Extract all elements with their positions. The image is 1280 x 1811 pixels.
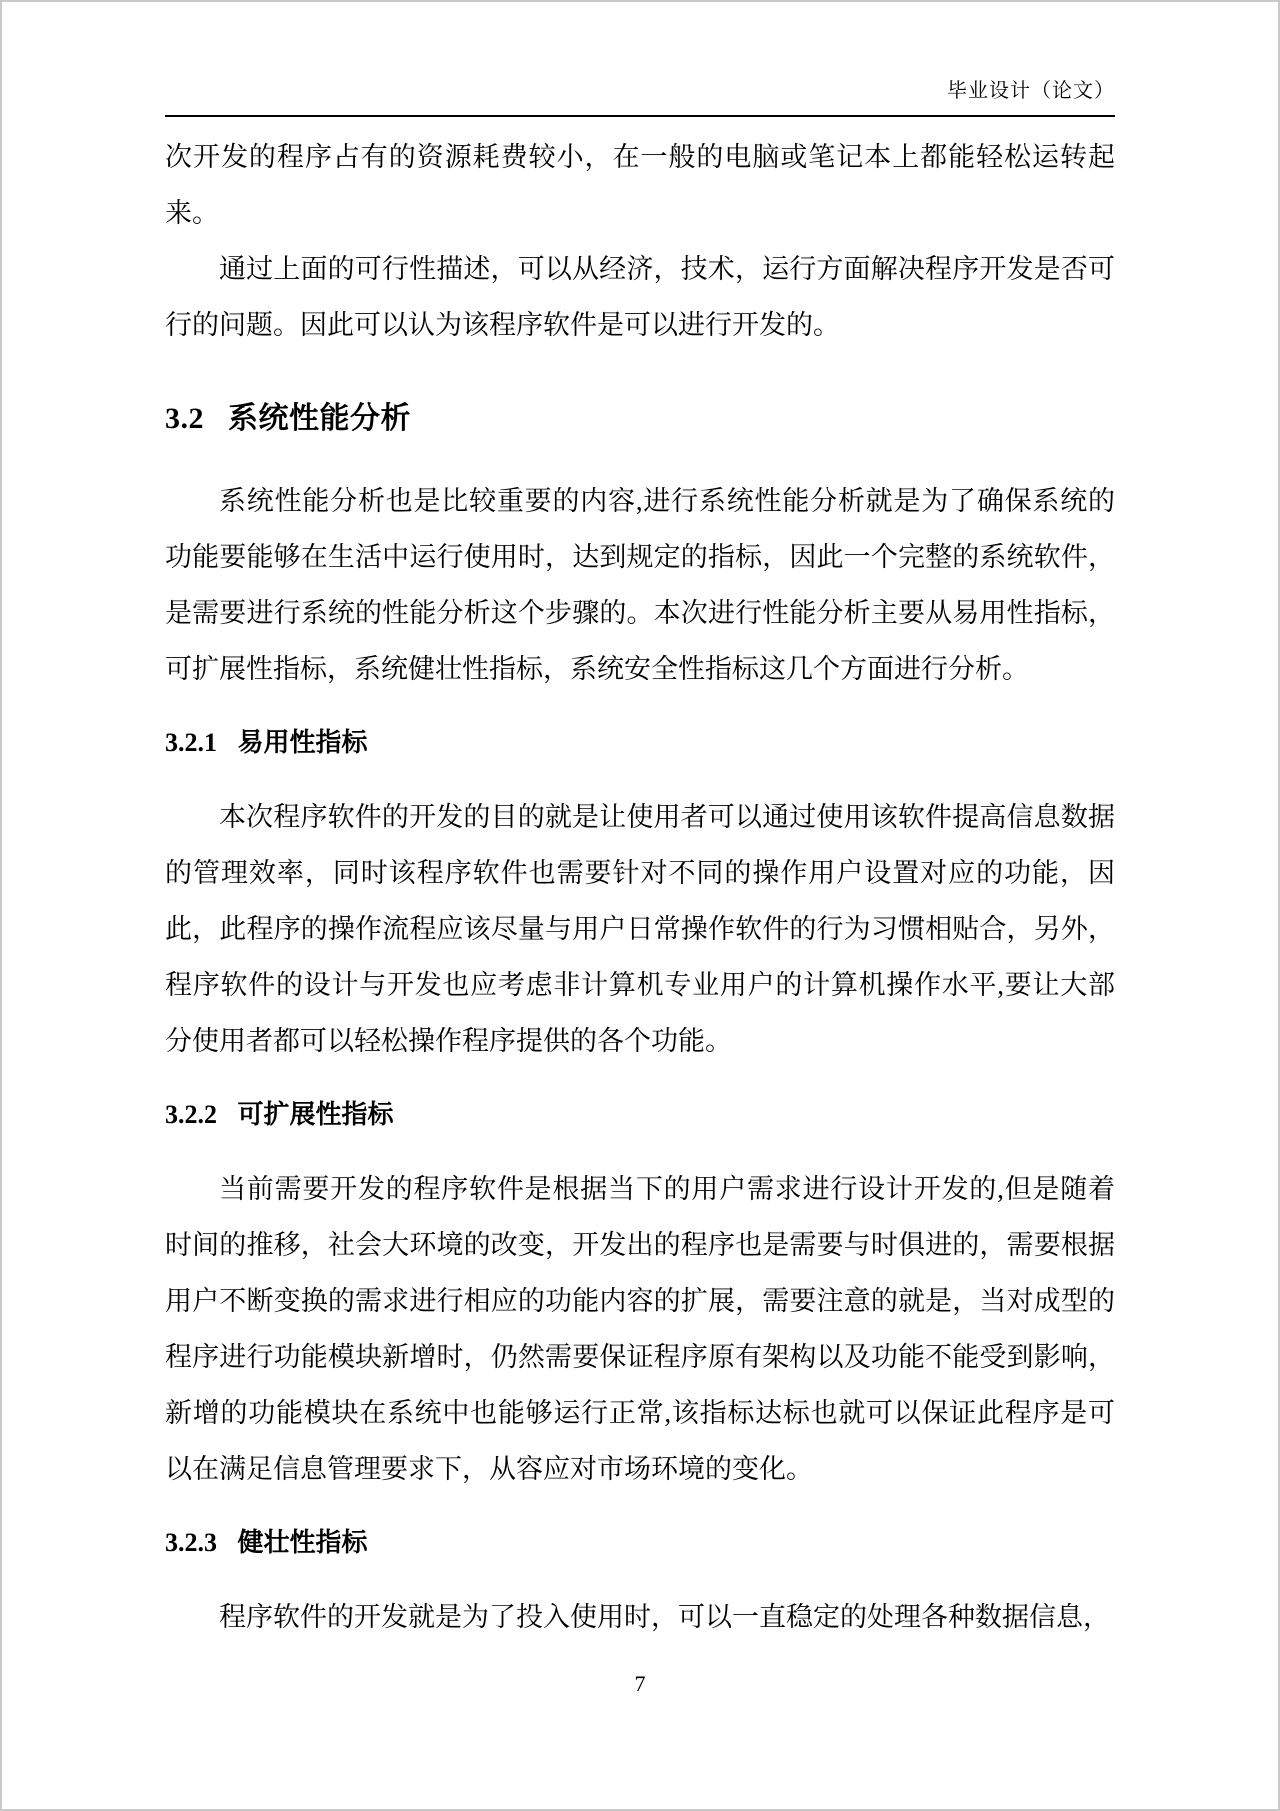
subsection-title: 健壮性指标 [237, 1528, 368, 1557]
subsection-number: 3.2.2 [165, 1100, 217, 1129]
section-title: 系统性能分析 [228, 402, 411, 435]
subsection-title: 可扩展性指标 [237, 1100, 394, 1129]
paragraph-feasibility-conclusion: 通过上面的可行性描述，可以从经济，技术，运行方面解决程序开发是否可行的问题。因此可以认为该程序软件是可以进行开发的。 [165, 254, 1115, 340]
page-number: 7 [634, 1671, 646, 1696]
paragraph-intro-continuation: 次开发的程序占有的资源耗费较小，在一般的电脑或笔记本上都能轻松运转起来。 [165, 142, 1115, 228]
header-title: 毕业设计（论文） [947, 80, 1115, 102]
paragraph-section-intro: 系统性能分析也是比较重要的内容,进行系统性能分析就是为了确保系统的功能要能够在生活中运行使用时，达到规定的指标，因此一个完整的系统软件，是需要进行系统的性能分析这个步骤的。本次进行性能分析主要从易用性指标，可扩展性指标，系统健壮性指标，系统安全性指标这几个方面进行分析。 [165, 486, 1115, 684]
subsection-number: 3.2.1 [165, 728, 217, 757]
paragraph-extensibility: 当前需要开发的程序软件是根据当下的用户需求进行设计开发的,但是随着时间的推移，社会大环境的改变，开发出的程序也是需要与时俱进的，需要根据用户不断变换的需求进行相应的功能内容的扩展，需要注意的就是，当对成型的程序进行功能模块新增时，仍然需要保证程序原有架构以及功能不能受到影响，新增的功能模块在系统中也能够运行正常,该指标达标也就可以保证此程序是可以在满足信息管理要求下，从容应对市场环境的变化。 [165, 1174, 1115, 1484]
paragraph-robustness: 程序软件的开发就是为了投入使用时，可以一直稳定的处理各种数据信息， [219, 1602, 1110, 1632]
document-body [165, 129, 1115, 1645]
subsection-title: 易用性指标 [237, 728, 368, 757]
section-number: 3.2 [165, 402, 204, 435]
page-footer [2, 1671, 1278, 1697]
subsection-heading-3-2-2 [165, 1099, 1115, 1131]
page-header [165, 77, 1115, 117]
paragraph-usability: 本次程序软件的开发的目的就是让使用者可以通过使用该软件提高信息数据的管理效率，同时该程序软件也需要针对不同的操作用户设置对应的功能，因此，此程序的操作流程应该尽量与用户日常操作软件的行为习惯相贴合，另外，程序软件的设计与开发也应考虑非计算机专业用户的计算机操作水平,要让大部分使用者都可以轻松操作程序提供的各个功能。 [165, 802, 1115, 1056]
subsection-number: 3.2.3 [165, 1528, 217, 1557]
subsection-heading-3-2-3 [165, 1527, 1115, 1559]
section-heading-3-2 [165, 401, 1115, 437]
subsection-heading-3-2-1 [165, 727, 1115, 759]
